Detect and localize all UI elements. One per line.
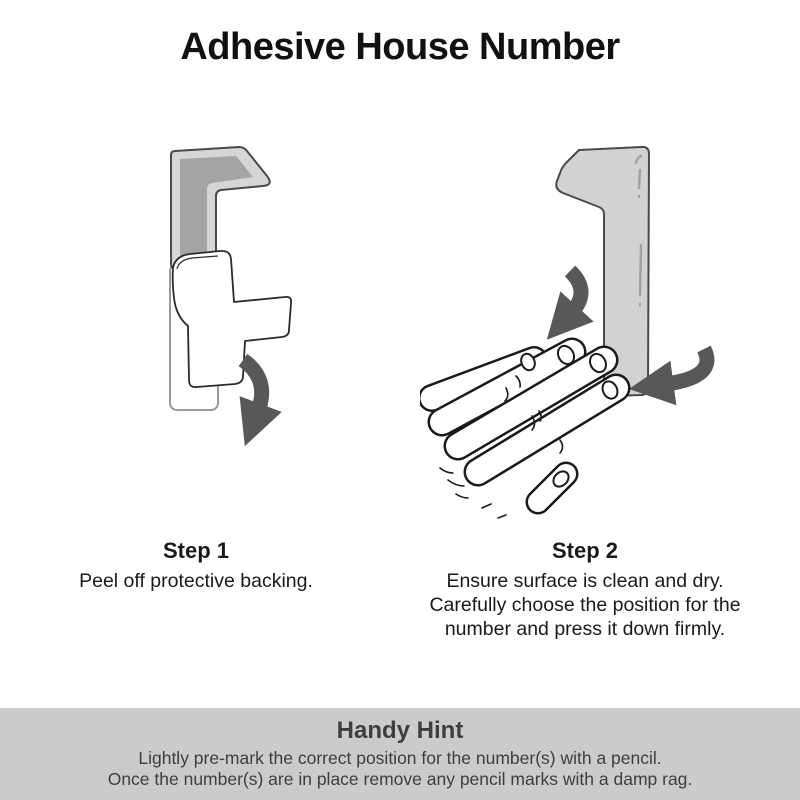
step2-illustration [420, 130, 720, 520]
step1-illustration [140, 130, 340, 460]
step1-description: Peel off protective backing. [79, 570, 313, 592]
handy-hint-title: Handy Hint [336, 717, 464, 744]
press-arrow-top-icon [570, 271, 581, 312]
step2-text-block [412, 538, 758, 641]
pressing-hand [432, 343, 620, 518]
press-arrow-right-icon [666, 349, 707, 384]
step2-heading: Step 2 [551, 538, 619, 563]
handy-hint-panel [0, 708, 800, 800]
number-sticker-back [171, 147, 270, 268]
page-title: Adhesive House Number [180, 26, 620, 68]
step1-heading: Step 1 [162, 538, 230, 563]
step1-text-block [16, 538, 376, 593]
peel-arrow-down-icon [243, 360, 262, 411]
step2-description: Ensure surface is clean and dry. Carefully choose the position for the number and press it down firmly. [429, 570, 741, 640]
handy-hint-line-1: Lightly pre-mark the correct position for the number(s) with a pencil. [138, 748, 662, 768]
handy-hint-line-2: Once the number(s) are in place remove any pencil marks with a damp rag. [107, 769, 693, 789]
protective-backing-peeling [173, 251, 291, 387]
